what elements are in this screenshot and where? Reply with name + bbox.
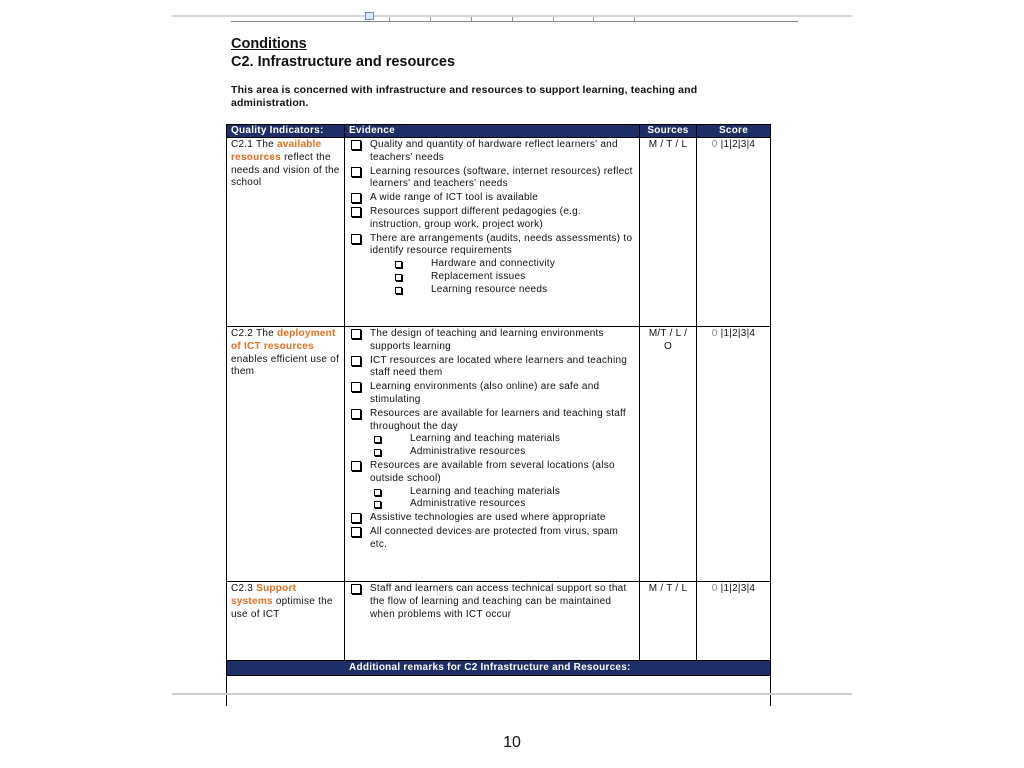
evidence-text: Learning resources (software, internet resources) reflect learners' and teachers' needs [370,165,633,190]
checkbox-icon[interactable] [374,436,381,443]
score-scale: |1|2|3|4 [717,139,756,150]
list-item [349,381,635,407]
sub-list-item [370,498,635,511]
indicator-text: enables efficient use of them [231,353,340,378]
checkbox-icon[interactable] [351,329,361,339]
indicator-name: Support systems [231,583,297,607]
page-number: 10 [503,734,521,751]
checkbox-icon[interactable] [351,461,361,471]
checkbox-icon[interactable] [351,356,361,366]
checkbox-icon[interactable] [351,527,361,537]
sub-item-text: Learning and teaching materials [410,433,561,445]
score-scale: |1|2|3|4 [717,328,756,339]
checkbox-icon[interactable] [351,207,361,217]
indicator-code: C2.2 The [231,328,274,339]
indicator-cell [227,582,345,661]
checkbox-icon[interactable] [351,409,361,419]
indicator-code: C2.3 [231,583,254,594]
indicator-cell [227,138,345,327]
page-edge-bottom [172,693,852,695]
evidence-cell [345,327,640,582]
checkbox-icon[interactable] [395,287,402,294]
indicator-code: C2.1 The [231,139,274,150]
sources-cell: M / T / L [640,582,697,661]
indicator-name: available resources [231,139,322,163]
remarks-label: Additional remarks for C2 Infrastructure and Resources: [227,661,771,676]
checkbox-icon[interactable] [351,382,361,392]
sub-list-item [370,486,635,499]
header-score: Score [697,125,771,138]
remarks-header-row [227,661,771,676]
sub-item-text: Learning resource needs [431,283,548,295]
list-item [349,139,635,165]
list-item [349,328,635,354]
ruler [231,17,798,22]
score-cell [697,138,771,327]
sub-list-item [370,433,635,446]
indicator-cell [227,327,345,582]
header-evidence: Evidence [345,125,640,138]
score-cell [697,327,771,582]
checkbox-icon[interactable] [351,140,361,150]
checkbox-icon[interactable] [351,193,361,203]
section-label: Conditions [231,36,307,52]
list-item [349,192,635,205]
evidence-text: All connected devices are protected from virus, spam etc. [370,525,619,550]
evidence-text: ICT resources are located where learners and teaching staff need them [370,354,628,379]
evidence-text: There are arrangements (audits, needs assessments) to identify resource requirements [370,232,633,257]
sub-list-item [370,271,635,284]
sub-item-text: Learning and teaching materials [410,485,561,497]
sub-item-text: Replacement issues [431,270,526,282]
list-item [349,233,635,297]
table-header-row [227,125,771,138]
checkbox-icon[interactable] [351,167,361,177]
intro-text: This area is concerned with infrastructure and resources to support learning, teaching and administration. [231,84,698,109]
sub-list-item [370,446,635,459]
indicator-table [226,124,771,706]
table-row [227,582,771,661]
checkbox-icon[interactable] [351,234,361,244]
header-indicators: Quality Indicators: [227,125,345,138]
list-item [349,583,635,621]
evidence-text: Staff and learners can access technical support so that the flow of learning and teaching can be maintained when problems with ICT occur [370,583,627,620]
score-zero: 0 [711,139,718,150]
indicator-text: optimise the use of ICT [231,595,333,620]
evidence-text: Quality and quantity of hardware reflect learners' and teachers' needs [370,139,618,163]
sub-item-text: Administrative resources [410,446,526,458]
sub-list-item [370,284,635,297]
score-scale: |1|2|3|4 [717,583,756,594]
table-row [227,327,771,582]
evidence-text: Resources are available from several locations (also outside school) [370,459,615,484]
checkbox-icon[interactable] [351,513,361,523]
evidence-cell [345,582,640,661]
list-item [349,526,635,552]
indicator-name: deployment of ICT resources [231,328,336,352]
sub-item-text: Administrative resources [410,498,526,510]
checkbox-icon[interactable] [374,449,381,456]
checkbox-icon[interactable] [351,584,361,594]
list-item [349,166,635,192]
evidence-text: Assistive technologies are used where appropriate [370,512,606,524]
checkbox-icon[interactable] [395,274,402,281]
remarks-input-area[interactable] [227,676,771,706]
score-cell [697,582,771,661]
list-item [349,355,635,381]
sources-cell: M / T / L [640,138,697,327]
list-item [349,512,635,525]
header-sources: Sources [640,125,697,138]
section-heading [231,35,455,71]
checkbox-icon[interactable] [374,501,381,508]
evidence-cell [345,138,640,327]
table-row [227,138,771,327]
score-zero: 0 [711,328,718,339]
list-item [349,206,635,232]
checkbox-icon[interactable] [395,261,402,268]
section-title: C2. Infrastructure and resources [231,54,456,70]
evidence-text: The design of teaching and learning environments supports learning [370,328,604,352]
evidence-text: Learning environments (also online) are safe and stimulating [370,381,600,405]
indicator-text: reflect the needs and vision of the school [231,151,340,189]
remarks-row [227,676,771,706]
checkbox-icon[interactable] [374,489,381,496]
list-item [349,408,635,459]
score-zero: 0 [711,583,718,594]
sub-list-item [370,258,635,271]
sub-item-text: Hardware and connectivity [431,258,556,270]
evidence-text: Resources are available for learners and teaching staff throughout the day [370,407,626,432]
evidence-text: Resources support different pedagogies (e.g. instruction, group work, project work) [370,205,581,230]
evidence-text: A wide range of ICT tool is available [370,192,539,204]
sources-cell: M/T / L / O [640,327,697,582]
list-item [349,460,635,511]
